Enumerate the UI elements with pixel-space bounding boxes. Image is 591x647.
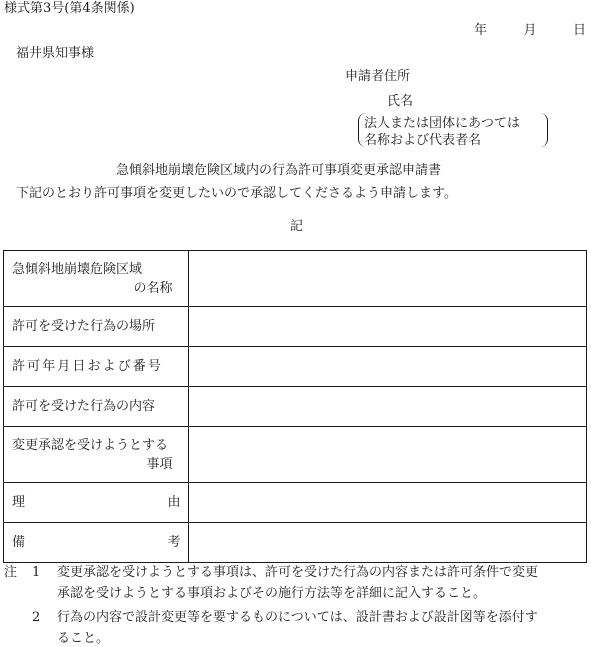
table-row [4, 387, 587, 427]
applicant-name-label: 氏名 [387, 94, 414, 109]
field-label-line: 許可を受けた行為の内容 [12, 399, 156, 414]
field-label-remarks [4, 523, 189, 563]
note-number: 2 [32, 610, 41, 625]
table-row [4, 251, 587, 307]
field-label-change-items [4, 427, 189, 483]
table-row [4, 347, 587, 387]
form-number: 様式第3号(第4条関係) [4, 1, 135, 16]
application-form-table [3, 250, 587, 563]
field-label-line: の名称 [133, 280, 173, 296]
field-value-permit-location[interactable] [189, 307, 587, 347]
date-day-label: 日 [572, 23, 586, 38]
recipient: 福井県知事様 [16, 46, 95, 61]
field-label-char: 由 [167, 495, 181, 510]
field-value-permit-date-number[interactable] [189, 347, 587, 387]
lead-text: 下記のとおり許可事項を変更したいので承認してくださるよう申請します。 [16, 186, 457, 201]
note-text-line: ること。 [57, 631, 110, 646]
field-label-line: 事項 [146, 456, 173, 472]
date-year-label: 年 [474, 23, 488, 38]
note-text-line: 変更承認を受けようとする事項は、許可を受けた行為の内容または許可条件で変更 [57, 565, 539, 580]
field-value-remarks[interactable] [189, 523, 587, 563]
field-value-permit-content[interactable] [189, 387, 587, 427]
field-label-reason [4, 483, 189, 523]
field-label-permit-location [4, 307, 189, 347]
date-line [474, 24, 586, 37]
table-row [4, 427, 587, 483]
date-month-label: 月 [523, 23, 537, 38]
note-number: 1 [32, 565, 41, 580]
field-label-char: 考 [167, 535, 181, 550]
table-row [4, 523, 587, 563]
field-value-reason[interactable] [189, 483, 587, 523]
notes-heading: 注 [4, 565, 18, 580]
field-label-line: 急傾斜地崩壊危険区域 [12, 261, 143, 277]
ki-heading: 記 [290, 219, 304, 234]
field-label-line: 変更承認を受けようとする [12, 437, 169, 453]
field-label-permit-date-number [4, 347, 189, 387]
applicant-address-label: 申請者住所 [345, 69, 411, 84]
field-label-permit-content [4, 387, 189, 427]
corporate-note-line2: 名称および代表者名 [364, 133, 482, 148]
table-row [4, 307, 587, 347]
field-label-char: 理 [12, 495, 26, 510]
corporate-note-line1: 法人または団体にあつては [364, 116, 521, 131]
field-value-change-items[interactable] [189, 427, 587, 483]
field-value-area-name[interactable] [189, 251, 587, 307]
field-label-area-name [4, 251, 189, 307]
table-row [4, 483, 587, 523]
note-text-line: 行為の内容で設計変更等を要するものについては、設計書および設計図等を添付す [57, 610, 538, 625]
note-text-line: 承認を受けようとする事項およびその施行方法等を詳細に記入すること。 [57, 586, 487, 601]
field-label-line: 許可年月日および番号 [12, 359, 164, 374]
document-title: 急傾斜地崩壊危険区域内の行為許可事項変更承認申請書 [116, 163, 442, 178]
field-label-line: 許可を受けた行為の場所 [12, 319, 156, 334]
field-label-char: 備 [12, 535, 26, 550]
